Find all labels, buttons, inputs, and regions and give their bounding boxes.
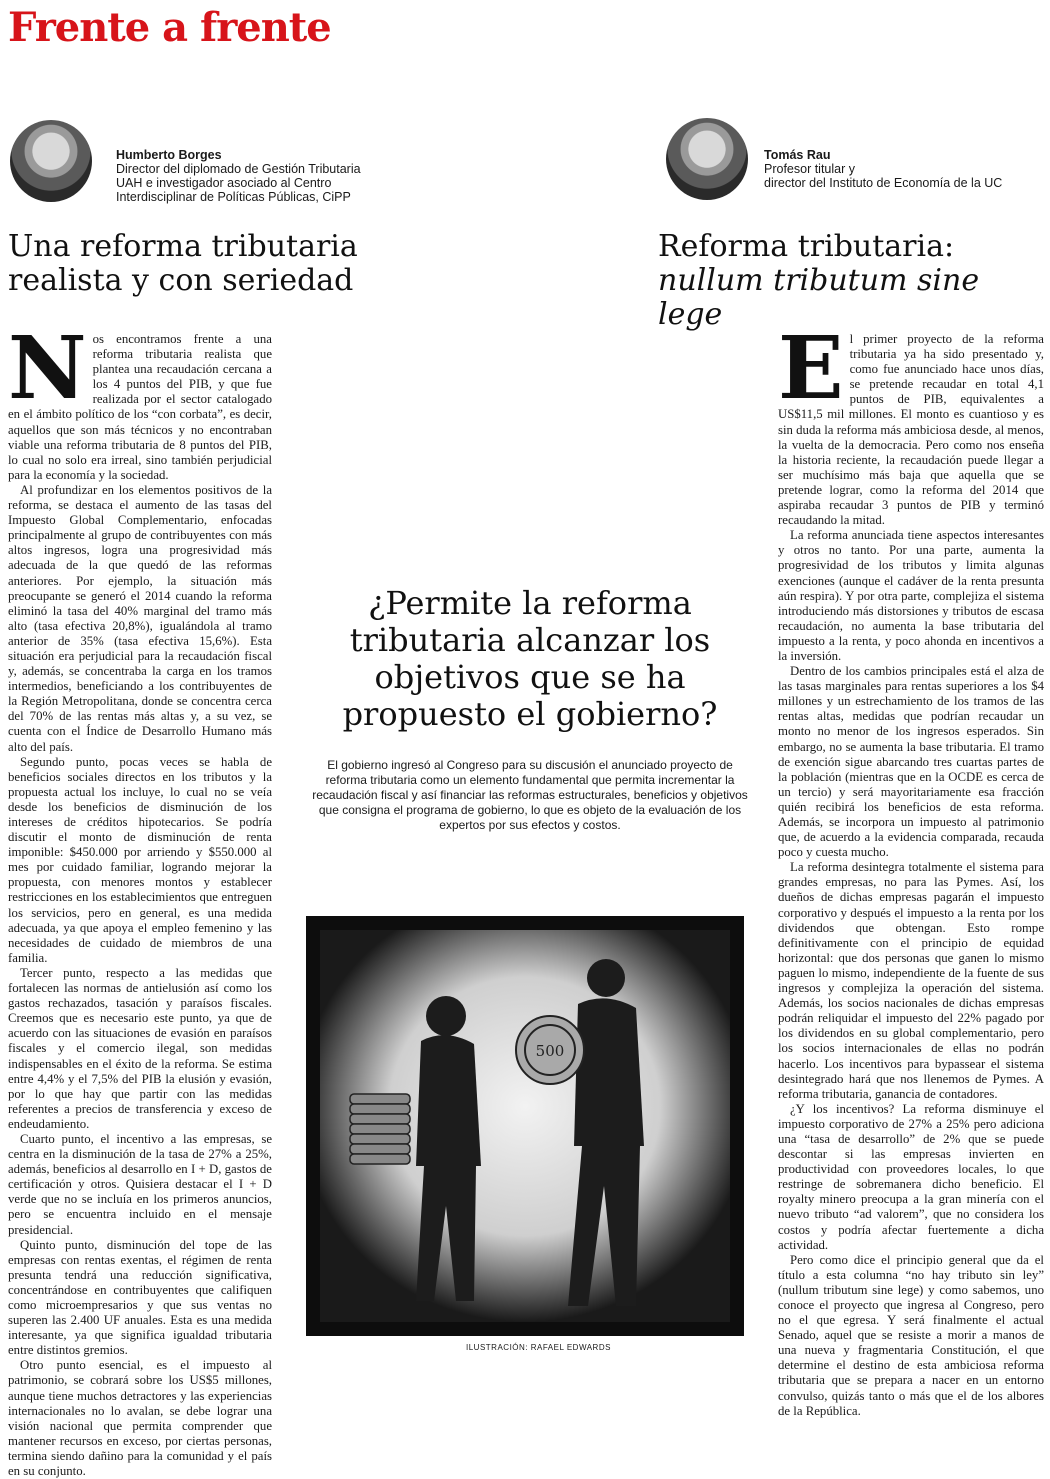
article-paragraph: Al profundizar en los elementos positivos de la reforma, se destaca el aumento de las tasas del Impuesto Global Complementario, enfocadas principalmente al grupo de contribuyentes con más altos ingresos, logra una progresividad más adecuada de la que quedó de las reformas anteriores. Por ejemplo, la situación más preocupante se generó el 2014 cuando la reforma eliminó la tasa del 40% marginal del tramo más alto (tasa efectiva 20,8%), igualándola al tramo anterior de 35% (tasa efectiva 15,6%). Esta situación era perjudicial para la recaudación fiscal y, además, se concentraba la carga en los tramos intermedios, beneficiando a los contribuyentes de la Región Metropolitana, donde se concentra cerca del 70% de las rentas más altas y, a su vez, se cuenta con el Índice de Desarrollo Humano más alto del país. xyxy=(8,482,272,754)
article-paragraph: Quinto punto, disminución del tope de las empresas con rentas exentas, el régimen de renta presunta tendrá una reducción significativa, concentrándose en contribuyentes que califiquen como microempresarios y que sus ventas no superen las 2.400 UF anuales. Esta es una medida interesante, ya que significa igualdad tributaria entre distintos gremios. xyxy=(8,1237,272,1358)
article-paragraph: Segundo punto, pocas veces se habla de beneficios sociales directos en los tributos y la propuesta actual los incluye, lo cual no se veía desde los beneficios de disminución de los intereses de créditos hipotecarios. Se podría discutir el monto de disminución de renta imponible: $450.000 por arriendo y $550.000 al mes por cuidado familiar, logrando mejorar la propuesta, con menores montos y establecer restricciones en los establecimientos que entreguen los servicios, pero en general, es una medida adecuada, ya que apoya el empleo femenino y las necesidades de cuidado de miembros de una familia. xyxy=(8,754,272,965)
left-headline xyxy=(8,230,408,298)
illustration-credit: ILUSTRACIÓN: RAFAEL EDWARDS xyxy=(466,1343,611,1352)
article-paragraph: Dentro de los cambios principales está el alza de las tasas marginales para rentas superiores a los $4 millones y un estrechamiento de los tramos de las rentas altas, medidas que podrían recaudar un monto no menor de los ingresos esperados. Sin embargo, no se aumenta la base tributaria. El tramo de exención sigue abarcando tres cuartas partes de la población (mientras que en la OCDE es cerca de un tercio) y será mayoritariamente esa fracción quién recibirá los beneficios de esta reforma. Además, se incorpora un impuesto al patrimonio que, de acuerdo a la evidencia comparada, recauda poco y cuesta mucho. xyxy=(778,664,1044,860)
center-question: ¿Permite la reforma tributaria alcanzar los objetivos que se ha propuesto el gobierno? xyxy=(342,584,718,733)
author-name-right: Tomás Rau xyxy=(764,148,831,162)
article-paragraph: ¿Y los incentivos? La reforma disminuye el impuesto corporativo de 27% a 25% pero adiciona una “tasa de desarrollo” de 2% que se puede descontar si las empresas invierten en productividad con proveedores locales, lo que restringe de sobremanera dicho beneficio. El royalty minero preocupa a la gran minería con el nuevo tributo “ad valorem”, que no considera los costos y podría afectar fuertemente a dicha actividad. xyxy=(778,1101,1044,1252)
author-role-line: Interdisciplinar de Políticas Públicas, CiPP xyxy=(116,190,351,204)
author-role-line: Profesor titular y xyxy=(764,162,856,176)
illustration-svg xyxy=(306,916,744,1336)
dropcap-left: N xyxy=(8,318,87,419)
author-name-left: Humberto Borges xyxy=(116,148,222,162)
author-right xyxy=(764,148,1044,190)
article-paragraph: La reforma desintegra totalmente el sistema para grandes empresas, no para las Pymes. Así, los dueños de dichas empresas pagarán el impuesto corporativo y después el impuesto a la renta por los dividendos que obtengan. Esto rompe definitivamente con el principio de equidad horizontal: que dos personas que ganen lo mismo paguen lo mismo, independiente de la fuente de sus ingresos y complejiza la operación del sistema. Además, los socios nacionales de dichas empresas podrán reliquidar el impuesto del 22% pagado por los dividendos en su global complementario, pero los socios internacionales de ellas no podrán hacerlo. Los incentivos para bypassear el sistema desintegrado hará que nos llenemos de Pymes. A reforma tributaria, ganancia de contadores. xyxy=(778,860,1044,1101)
right-headline-line: nullum tributum sine lege xyxy=(658,263,980,332)
coin-stack xyxy=(350,1094,410,1164)
author-photo-right xyxy=(666,118,748,200)
right-headline xyxy=(658,230,1048,332)
article-paragraph: os encontramos frente a una reforma tributaria realista que plantea una recaudación cercana a los 4 puntos del PIB, y que fue realizada por el sector catalogado en el ámbito político de los “con corbata”, es decir, aquellos que son más técnicos y no encontraban viable una reforma tributaria de 8 puntos del PIB, lo cual no solo era irreal, sino también perjudicial para la economía y la sociedad. xyxy=(8,332,272,482)
article-paragraph: Tercer punto, respecto a las medidas que fortalecen las normas de antielusión así como los gastos rechazados, tasación y paraísos fiscales. Creemos que es necesario este punto, ya que de acuerdo con las situaciones de evasión en paraísos fiscales y el comercio ilegal, son medidas indispensables en el éxito de la reforma. Se estima entre 4,4% y el 7,5% del PIB la elusión y evasión, por lo que hay que partir con las medidas referentes a precios de transferencia y exceso de endeudamiento. xyxy=(8,965,272,1131)
article-paragraph: Pero como dice el principio general que da el título a esta columna “no hay tributo sin ley” (nullum tributum sine lege) y como sabemos, uno conoce el proyecto que ingresa al Congreso, pero no el que egresa. Y será finalmente el actual Senado, aquel que se resiste a morir a manos de una nueva y fragmentaria Constitución, el que determine el destino de esta ambiciosa reforma tributaria que se prepara a nacer en un entorno convulso, quizás tanto o más que el de los albores de la República. xyxy=(778,1252,1044,1418)
coin-label: 500 xyxy=(535,1042,565,1060)
article-paragraph: Otro punto esencial, es el impuesto al patrimonio, se cobrará sobre los US$5 millones, aunque tiene muchos detractores y las experiencias internacionales no lo avalan, se debe lograr una visión nacional que permita comprender que mantener recursos en exceso, por ciertas personas, termina siendo dañino para la comunidad y el país en su conjunto. xyxy=(8,1358,272,1479)
author-photo-left xyxy=(10,120,92,202)
center-lead: El gobierno ingresó al Congreso para su discusión el anunciado proyecto de reforma tributaria como un elemento fundamental que permita incrementar la recaudación fiscal y así financiar las reformas estructurales, beneficios y objetivos que consigna el programa de gobierno, lo que es objeto de la evaluación de los expertos por sus efectos y costos. xyxy=(312,758,748,832)
article-paragraph: La reforma anunciada tiene aspectos interesantes y otros no tanto. Por una parte, aumenta la progresividad de los tributos y limita algunas exenciones (aunque el cadáver de la renta presunta aún respira). Y por otra parte, complejiza el sistema introduciendo más distorsiones y tributos de escasa recaudación, no aumenta la base tributaria del impuesto a la renta, y poco ahonda en incentivos a la inversión. xyxy=(778,528,1044,663)
left-headline-line: realista y con seriedad xyxy=(8,263,354,298)
author-role-line: Director del diplomado de Gestión Tributaria xyxy=(116,162,361,176)
dropcap-right: E xyxy=(778,318,844,419)
author-left xyxy=(116,148,396,204)
article-paragraph: Cuarto punto, el incentivo a las empresas, se centra en la disminución de la tasa de 27% a 25%, además, beneficios al desarrollo en I + D, gastos de certificación y otros. Quisiera destacar el I + D verde que no se incluía en los primeros anuncios, pero se encuentra incluido en el mensaje presidencial. xyxy=(8,1131,272,1237)
left-headline-line: Una reforma tributaria xyxy=(8,229,358,264)
right-article xyxy=(778,318,1044,1418)
author-role-line: director del Instituto de Economía de la UC xyxy=(764,176,1003,190)
left-article xyxy=(8,318,272,1479)
right-headline-line: Reforma tributaria: xyxy=(658,229,955,264)
author-role-line: UAH e investigador asociado al Centro xyxy=(116,176,332,190)
article-paragraph: l primer proyecto de la reforma tributaria ya ha sido presentado y, como fue anunciado hace unos días, se pretende recaudar en total 4,1 puntos de PIB, equivalentes a US$11,5 mil millones. El monto es cuantioso y es sin duda la reforma más ambiciosa desde, al menos, la vuelta de la democracia. Pero como nos enseña la historia reciente, la recaudación puede llegar a ser muchísimo más baja que aquella que se pretende lograr, como la reforma del 2014 que aspiraba recaudar 3 puntos de PIB y terminó recaudando la mitad. xyxy=(778,332,1044,528)
illustration xyxy=(306,916,744,1336)
section-title: Frente a frente xyxy=(8,4,331,51)
